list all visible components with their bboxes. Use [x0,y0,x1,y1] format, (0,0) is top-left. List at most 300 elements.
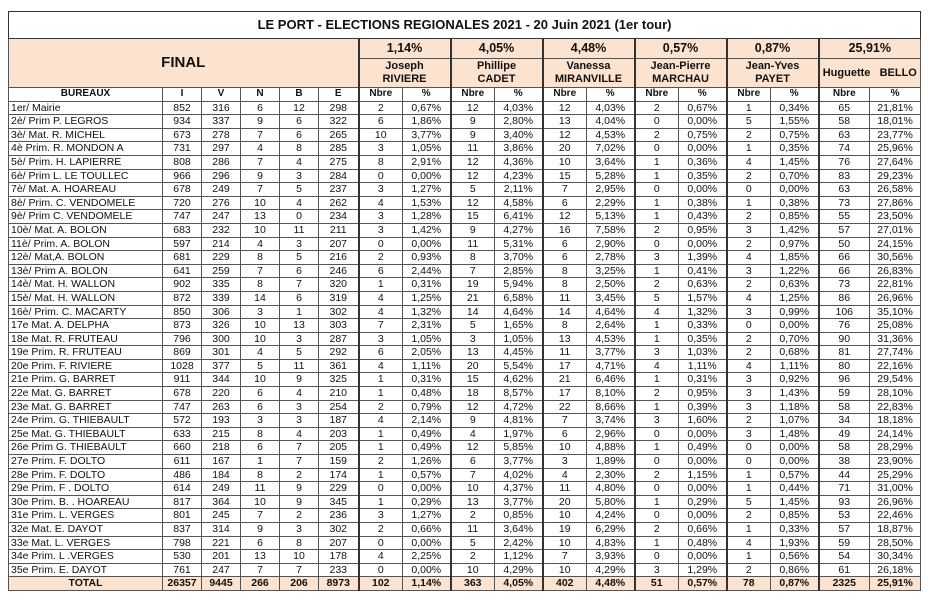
cell-value: 3 [727,400,771,414]
cell-value: 8 [543,264,587,278]
cell-value: 0,00% [679,427,727,441]
cell-value: 30,56% [870,251,921,265]
cell-value: 15 [451,373,495,387]
cell-value: 2 [727,237,771,251]
cell-value: 1,48% [771,427,819,441]
total-label: TOTAL [9,577,163,591]
cell-value: 6 [543,196,587,210]
cell-value: 2 [359,455,403,469]
col-nbre: Nbre [543,88,587,102]
cell-value: 6 [359,115,403,129]
cell-value: 0,00% [403,482,451,496]
cell-value: 4,04% [587,115,635,129]
cell-value: 21 [451,291,495,305]
cell-value: 808 [163,155,202,169]
cell-value: 9 [451,115,495,129]
cell-value: 5 [635,291,679,305]
bureau-name: 22e Mat. G. BARRET [9,387,163,401]
cell-value: 6,58% [495,291,543,305]
cell-value: 6 [543,237,587,251]
cell-value: 302 [319,523,359,537]
cell-value: 233 [319,563,359,577]
cell-value: 2 [727,414,771,428]
cell-value: 0,67% [679,101,727,115]
cell-value: 29,54% [870,373,921,387]
table-row [9,495,921,509]
cell-value: 2 [727,332,771,346]
cell-value: 10 [241,223,280,237]
cell-value: 2 [635,523,679,537]
cell-value: 81 [819,346,870,360]
cell-value: 335 [202,278,241,292]
cell-value: 12 [451,441,495,455]
cell-value: 1 [359,427,403,441]
cell-value: 187 [319,414,359,428]
table-row [9,291,921,305]
cell-value: 0,57% [403,468,451,482]
cell-value: 0 [635,115,679,129]
cell-value: 7 [280,455,319,469]
cell-value: 3,77% [403,128,451,142]
cell-value: 5 [451,183,495,197]
cell-value: 1,45% [771,155,819,169]
cell-value: 65 [819,101,870,115]
cell-value: 17 [543,359,587,373]
cell-value: 1 [359,387,403,401]
cell-value: 0 [359,563,403,577]
cell-value: 1 [727,523,771,537]
cell-value: 58 [819,400,870,414]
cell-value: 837 [163,523,202,537]
cell-value: 285 [319,142,359,156]
cell-value: 7 [359,319,403,333]
cell-value: 344 [202,373,241,387]
cell-value: 19 [543,523,587,537]
cell-value: 4 [727,359,771,373]
bureau-name: 35e Prim. E. DAYOT [9,563,163,577]
cell-value: 38 [819,455,870,469]
cell-value: 1,55% [771,115,819,129]
cell-value: 6,29% [587,523,635,537]
cell-value: 229 [319,482,359,496]
cell-value: 63 [819,128,870,142]
bureau-name: 10è/ Mat. A. BOLON [9,223,163,237]
cell-value: 8 [543,319,587,333]
cell-value: 0 [727,441,771,455]
cell-value: 5 [451,319,495,333]
cell-value: 1,05% [495,332,543,346]
cell-value: 1,97% [495,427,543,441]
cell-value: 5 [280,183,319,197]
cell-value: 0,49% [403,441,451,455]
cell-value: 4,03% [495,101,543,115]
cell-value: 0 [280,210,319,224]
cell-value: 9 [280,373,319,387]
cell-value: 18 [451,387,495,401]
cell-value: 4 [635,305,679,319]
cell-value: 0,00% [403,169,451,183]
cell-value: 1 [727,550,771,564]
cell-value: 25,96% [870,142,921,156]
cell-value: 4 [543,468,587,482]
table-row [9,128,921,142]
cell-value: 0,87% [771,577,819,591]
cell-value: 1,85% [771,251,819,265]
table-row [9,319,921,333]
col-blancs: B [280,88,319,102]
cell-value: 0,00% [771,441,819,455]
cell-value: 314 [202,523,241,537]
cell-value: 316 [202,101,241,115]
cell-value: 1 [359,441,403,455]
cell-value: 3,77% [495,455,543,469]
cell-value: 73 [819,196,870,210]
cell-value: 1,25% [771,291,819,305]
cell-value: 2,29% [587,196,635,210]
cell-value: 1 [241,455,280,469]
cell-value: 7 [241,128,280,142]
cell-value: 11 [543,346,587,360]
cell-value: 0,39% [679,400,727,414]
cell-value: 3,77% [587,346,635,360]
cell-value: 1,12% [495,550,543,564]
table-row [9,183,921,197]
cell-value: 5,80% [587,495,635,509]
cell-value: 611 [163,455,202,469]
cell-value: 102 [359,577,403,591]
final-label: FINAL [9,39,359,88]
cell-value: 345 [319,495,359,509]
cell-value: 1 [359,278,403,292]
cell-value: 1 [635,210,679,224]
cell-value: 1 [727,142,771,156]
cell-value: 5 [280,346,319,360]
cell-value: 4 [241,346,280,360]
cell-value: 28,50% [870,536,921,550]
cell-value: 10 [241,332,280,346]
cell-value: 26,96% [870,495,921,509]
cell-value: 0,00% [403,563,451,577]
cell-value: 7 [543,183,587,197]
cell-value: 7 [280,441,319,455]
cell-value: 0,34% [771,101,819,115]
cell-value: 10 [241,373,280,387]
cell-value: 8 [241,251,280,265]
cell-value: 361 [319,359,359,373]
cell-value: 205 [319,441,359,455]
cell-value: 17 [543,387,587,401]
cell-value: 13 [451,346,495,360]
candidate-last-name: BELLO [879,66,917,79]
cell-value: 10 [241,319,280,333]
cell-value: 0,00% [679,550,727,564]
cell-value: 731 [163,142,202,156]
cell-value: 12 [451,101,495,115]
cell-value: 6 [241,101,280,115]
cell-value: 178 [319,550,359,564]
cell-value: 22 [543,400,587,414]
cell-value: 4,36% [495,155,543,169]
cell-value: 76 [819,155,870,169]
cell-value: 254 [319,400,359,414]
candidate-name [543,59,635,88]
cell-value: 5 [451,536,495,550]
cell-value: 35,10% [870,305,921,319]
cell-value: 0,29% [403,495,451,509]
cell-value: 4,29% [495,563,543,577]
cell-value: 15 [543,169,587,183]
cell-value: 0,93% [403,251,451,265]
cell-value: 3 [451,332,495,346]
cell-value: 0,49% [679,441,727,455]
cell-value: 2 [359,523,403,537]
cell-value: 0 [635,237,679,251]
cell-value: 320 [319,278,359,292]
cell-value: 3,70% [495,251,543,265]
table-row [9,455,921,469]
cell-value: 25,08% [870,319,921,333]
candidate-first-name: Vanessa [566,60,611,72]
cell-value: 486 [163,468,202,482]
cell-value: 6 [241,441,280,455]
cell-value: 3,93% [587,550,635,564]
cell-value: 11 [451,237,495,251]
bureau-name: 14è/ Mat. H. WALLON [9,278,163,292]
cell-value: 1 [635,536,679,550]
cell-value: 0,00% [771,319,819,333]
cell-value: 167 [202,455,241,469]
cell-value: 9445 [202,577,241,591]
table-row [9,523,921,537]
cell-value: 0,56% [771,550,819,564]
cell-value: 2,44% [403,264,451,278]
bureau-name: 26e Prim G. THIEBAULT [9,441,163,455]
cell-value: 0,33% [771,523,819,537]
cell-value: 1,86% [403,115,451,129]
cell-value: 7 [280,563,319,577]
candidate-name [819,59,921,88]
cell-value: 10 [241,495,280,509]
cell-value: 377 [202,359,241,373]
cell-value: 4 [359,414,403,428]
table-row [9,142,921,156]
cell-value: 275 [319,155,359,169]
cell-value: 0,00% [679,509,727,523]
cell-value: 3 [727,223,771,237]
cell-value: 297 [202,142,241,156]
cell-value: 3 [727,373,771,387]
cell-value: 3 [280,169,319,183]
cell-value: 7 [451,468,495,482]
cell-value: 364 [202,495,241,509]
cell-value: 9 [451,223,495,237]
cell-value: 0,38% [679,196,727,210]
cell-value: 4,24% [587,509,635,523]
col-pct: % [679,88,727,102]
cell-value: 2 [359,251,403,265]
cell-value: 911 [163,373,202,387]
cell-value: 1 [635,400,679,414]
cell-value: 572 [163,414,202,428]
cell-value: 1 [635,441,679,455]
cell-value: 869 [163,346,202,360]
table-row [9,346,921,360]
cell-value: 26,18% [870,563,921,577]
cell-value: 1,42% [771,223,819,237]
cell-value: 303 [319,319,359,333]
cell-value: 0,00% [679,183,727,197]
cell-value: 1 [635,155,679,169]
cell-value: 761 [163,563,202,577]
cell-value: 18,87% [870,523,921,537]
cell-value: 59 [819,536,870,550]
cell-value: 51 [635,577,679,591]
cell-value: 1 [359,495,403,509]
cell-value: 8 [280,142,319,156]
cell-value: 0,00% [403,237,451,251]
cell-value: 262 [319,196,359,210]
cell-value: 1,32% [679,305,727,319]
cell-value: 20 [543,495,587,509]
cell-value: 8 [241,468,280,482]
table-row [9,427,921,441]
cell-value: 8 [280,536,319,550]
cell-value: 0,67% [403,101,451,115]
cell-value: 6 [359,264,403,278]
cell-value: 66 [819,264,870,278]
cell-value: 3 [359,332,403,346]
bureau-name: 20e Prim. F. RIVIERE [9,359,163,373]
cell-value: 259 [202,264,241,278]
cell-value: 2,64% [587,319,635,333]
cell-value: 2 [727,169,771,183]
bureau-name: 24e Prim. G. THIEBAULT [9,414,163,428]
col-nbre: Nbre [451,88,495,102]
cell-value: 1,11% [403,359,451,373]
table-row [9,196,921,210]
cell-value: 339 [202,291,241,305]
cell-value: 2 [280,468,319,482]
cell-value: 5,31% [495,237,543,251]
cell-value: 1,65% [495,319,543,333]
cell-value: 28,29% [870,441,921,455]
bureau-name: 25e Mat. G. THIEBAULT [9,427,163,441]
cell-value: 220 [202,387,241,401]
col-pct: % [495,88,543,102]
candidate-last-name: RIVIERE [382,73,427,85]
cell-value: 266 [241,577,280,591]
cell-value: 31,36% [870,332,921,346]
cell-value: 4,29% [587,563,635,577]
cell-value: 0,00% [679,142,727,156]
candidate-name [727,59,819,88]
cell-value: 681 [163,251,202,265]
cell-value: 3 [543,455,587,469]
cell-value: 0,35% [679,169,727,183]
col-pct: % [771,88,819,102]
cell-value: 6 [543,427,587,441]
cell-value: 0,79% [403,400,451,414]
cell-value: 276 [202,196,241,210]
cell-value: 678 [163,387,202,401]
cell-value: 8973 [319,577,359,591]
cell-value: 7 [241,155,280,169]
cell-value: 325 [319,373,359,387]
cell-value: 0,75% [771,128,819,142]
cell-value: 8 [241,427,280,441]
cell-value: 1 [635,332,679,346]
candidate-name [635,59,727,88]
cell-value: 4,05% [495,577,543,591]
cell-value: 26,83% [870,264,921,278]
cell-value: 5 [280,251,319,265]
cell-value: 0,35% [679,332,727,346]
cell-value: 9 [451,414,495,428]
cell-value: 25,91% [870,577,921,591]
cell-value: 1,18% [771,400,819,414]
cell-value: 0,97% [771,237,819,251]
cell-value: 3,40% [495,128,543,142]
cell-value: 0,66% [679,523,727,537]
candidate-pct: 4,48% [543,39,635,59]
cell-value: 0 [635,142,679,156]
cell-value: 0 [727,455,771,469]
candidate-name [359,59,451,88]
cell-value: 3 [359,509,403,523]
cell-value: 27,74% [870,346,921,360]
cell-value: 12 [280,101,319,115]
cell-value: 2 [635,468,679,482]
cell-value: 934 [163,115,202,129]
bureau-name: 9è/ Prim C. VENDOMELE [9,210,163,224]
bureau-name: 29e Prim. F . DOLTO [9,482,163,496]
cell-value: 26,96% [870,291,921,305]
cell-value: 5 [727,115,771,129]
cell-value: 4,48% [587,577,635,591]
col-nuls: N [241,88,280,102]
bureau-name: 7è/ Mat. A. HOAREAU [9,183,163,197]
cell-value: 206 [280,577,319,591]
cell-value: 2,14% [403,414,451,428]
cell-value: 21,81% [870,101,921,115]
cell-value: 1 [727,468,771,482]
cell-value: 2,31% [403,319,451,333]
cell-value: 5,54% [495,359,543,373]
cell-value: 3 [727,305,771,319]
cell-value: 0 [727,183,771,197]
bureau-name: 13è/ Prim A. BOLON [9,264,163,278]
cell-value: 0 [359,169,403,183]
cell-value: 0,75% [679,128,727,142]
cell-value: 86 [819,291,870,305]
cell-value: 7 [543,414,587,428]
cell-value: 2 [727,278,771,292]
cell-value: 61 [819,563,870,577]
cell-value: 174 [319,468,359,482]
cell-value: 28,10% [870,387,921,401]
cell-value: 3,25% [587,264,635,278]
cell-value: 2 [727,563,771,577]
cell-value: 6 [543,251,587,265]
cell-value: 53 [819,509,870,523]
cell-value: 7 [241,509,280,523]
cell-value: 2 [727,128,771,142]
cell-value: 159 [319,455,359,469]
table-row [9,509,921,523]
cell-value: 236 [319,509,359,523]
cell-value: 8,66% [587,400,635,414]
cell-value: 796 [163,332,202,346]
